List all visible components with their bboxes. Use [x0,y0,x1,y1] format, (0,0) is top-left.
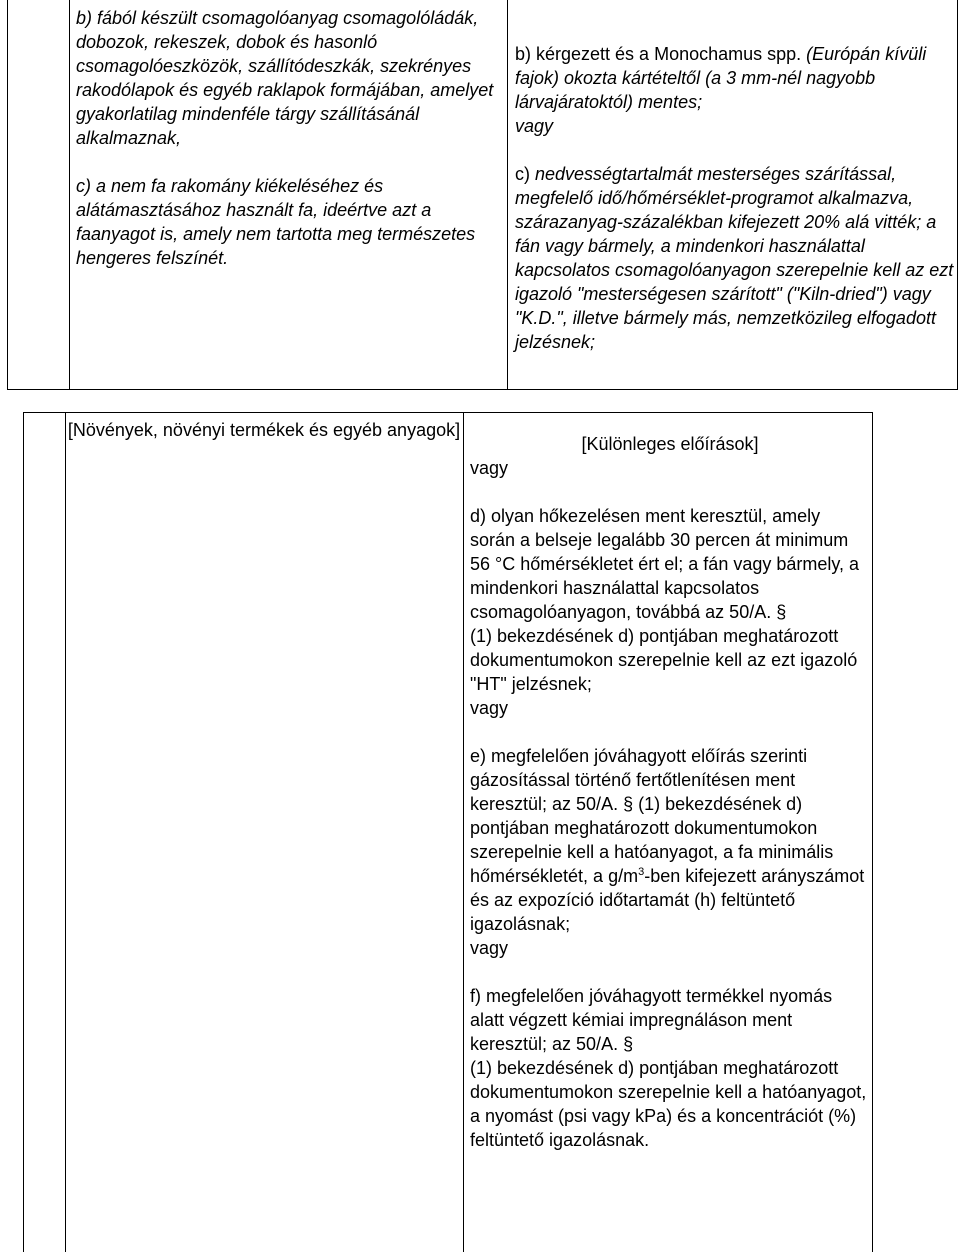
bottom-table-border-top [23,412,873,413]
vagy-label: vagy [470,458,509,478]
item-b-wood-packaging: b) fából készült csomagolóanyag csomagolóládák, dobozok, rekeszek, dobok és hasonló csomagolóeszközök, szállítódeszkák, szekrényes rakodólapok és egyéb raklapok formájában, amelyet gyakorlatilag mindenféle tárgy szállításánál alkalmaznak, [76,8,494,148]
vagy-label: vagy [470,938,509,958]
bottom-right-cell [470,432,870,1152]
item-d-heat-treatment: d) olyan hőkezelésen ment keresztül, amely során a belseje legalább 30 percen át minimum 56 °C hőmérsékletet ért el; a fán vagy bármely, a mindenkori használattal kapcsolatos csomagolóanyagon, továbbá az 50/A. § [470,506,860,622]
top-table-border-bottom [7,389,958,390]
vagy-label: vagy [470,698,509,718]
vagy-label: vagy [515,116,554,136]
top-table-border-right [957,0,958,390]
bottom-table-border-right [872,412,873,1252]
bottom-table-divider-2 [463,412,464,1252]
top-table-border-left [7,0,8,390]
column-header-plants: [Növények, növényi termékek és egyéb anyagok] [67,420,461,440]
bottom-table-divider-1 [65,412,66,1252]
item-f-chemical-impregnation: f) megfelelően jóváhagyott termékkel nyomás alatt végzett kémiai impregnáláson ment keresztül; az 50/A. § [470,986,833,1054]
top-table-divider-1 [69,0,70,390]
item-c-dunnage-wood: c) a nem fa rakomány kiékeléséhez és alátámasztásához használt fa, ideértve azt a faanyagot is, amely nem tartotta meg természetes hengeres felszínét. [76,176,476,268]
bottom-table-border-left [23,412,24,1252]
item-e-fumigation: e) megfelelően jóváhagyott előírás szerinti gázosítással történő fertőtlenítésen ment keresztül; az 50/A. § (1) bekezdésének d) pontjában meghatározott dokumentumokon szerepelnie kell a hatóanyagot, a fa minimális hőmérsékletét, a $g/m^3$-ben kifejezett arányszámot és az expozíció időtartamát (h) feltüntető igazolásnak; [470,746,865,934]
item-b-debarked: b) kérgezett és a Monochamus spp. (Európán kívüli fajok) okozta kártételtől (a 3 mm-nél nagyobb lárvajáratoktól) mentes; [515,44,927,112]
top-left-cell [76,6,504,270]
top-table-divider-2 [507,0,508,390]
item-f-chemical-impregnation-cont: (1) bekezdésének d) pontjában meghatározott dokumentumokon szerepelnie kell a hatóanyagot, a nyomást (psi vagy kPa) és a koncentrációt (%) feltüntető igazolásnak. [470,1058,867,1150]
item-d-heat-treatment-cont: (1) bekezdésének d) pontjában meghatározott dokumentumokon szerepelnie kell az ezt igazoló "HT" jelzésnek; [470,626,858,694]
item-c-kiln-dried: c) nedvességtartalmát mesterséges szárítással, megfelelő idő/hőmérséklet-programot alkalmazva, szárazanyag-százalékban kifejezett 20% alá vitték; a fán vagy bármely, a mindenkori használattal kapcsolatos csomagolóanyagon szerepelnie kell az ezt igazoló "mesterségesen szárított" ("Kiln-dried") vagy "K.D.", illetve bármely más, nemzetközileg elfogadott jelzésnek; [515,164,954,352]
top-right-cell [515,42,955,354]
column-header-special-requirements: [Különleges előírások] [581,434,759,454]
